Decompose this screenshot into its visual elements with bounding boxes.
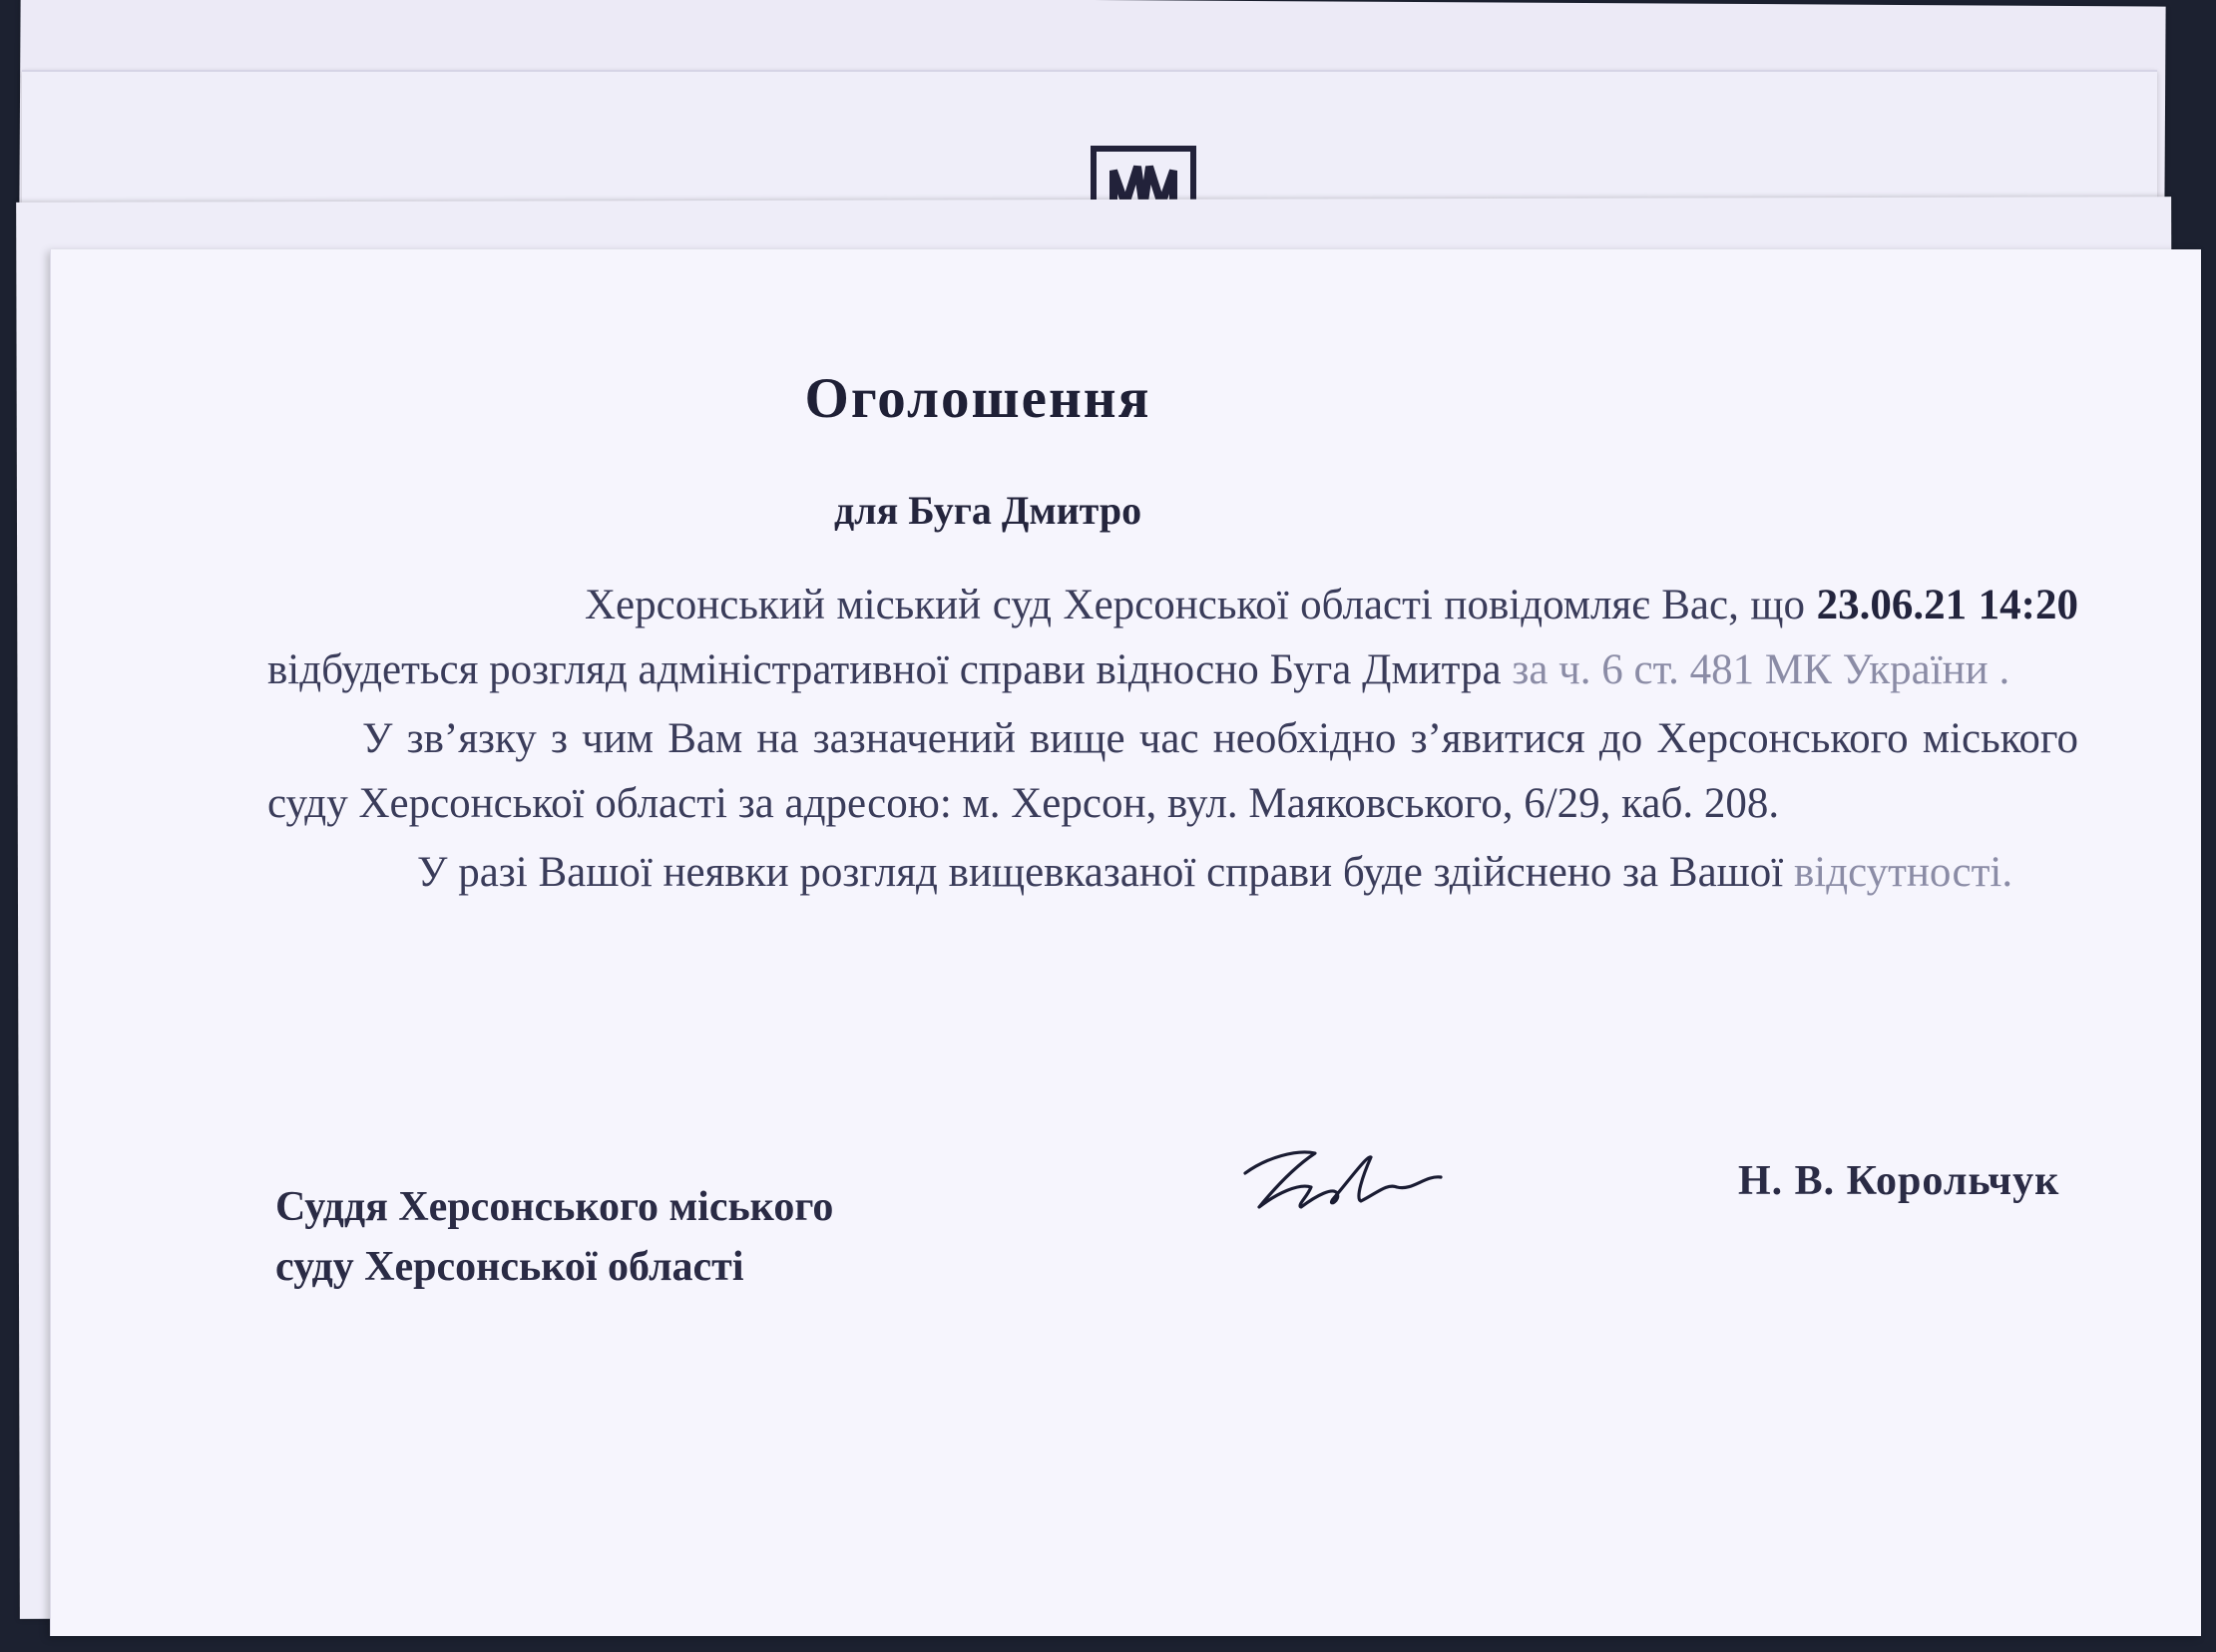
document-body xyxy=(267,573,2078,909)
paragraph-appearance: У зв’язку з чим Вам на зазначений вище час необхідно з’явитися до Херсонського міського суду Херсонської області за адресою: м. Херсон, вул. Маяковського, 6/29, каб. 208. xyxy=(267,715,2078,827)
law-reference: за ч. 6 ст. 481 МК України . xyxy=(1512,646,2010,693)
paragraph-absence-warning xyxy=(267,840,2078,905)
absence-warning-text: У разі Вашої неявки розгляд вищевказаної справи буде здійснено за Вашої xyxy=(417,849,1784,896)
hearing-intro-text: Херсонський міський суд Херсонської області повідомляє Вас, що xyxy=(585,582,1806,628)
judge-title xyxy=(275,1177,833,1297)
document-addressee: для Буга Дмитро xyxy=(833,488,1142,533)
handwritten-signature-icon xyxy=(1237,1135,1447,1225)
judge-title-line2: суду Херсонської області xyxy=(275,1244,744,1290)
document-title: Оголошення xyxy=(804,367,1151,430)
hearing-date-time: 23.06.21 14:20 xyxy=(1816,582,2079,628)
paragraph-hearing-notice xyxy=(267,573,2078,702)
judge-name: Н. В. Корольчук xyxy=(1738,1158,2060,1204)
hearing-case-text: відбудеться розгляд адміністративної справи відносно Буга Дмитра xyxy=(267,646,1502,693)
judge-title-line1: Суддя Херсонського міського xyxy=(275,1184,834,1230)
absence-warning-end: відсутності. xyxy=(1793,849,2013,896)
